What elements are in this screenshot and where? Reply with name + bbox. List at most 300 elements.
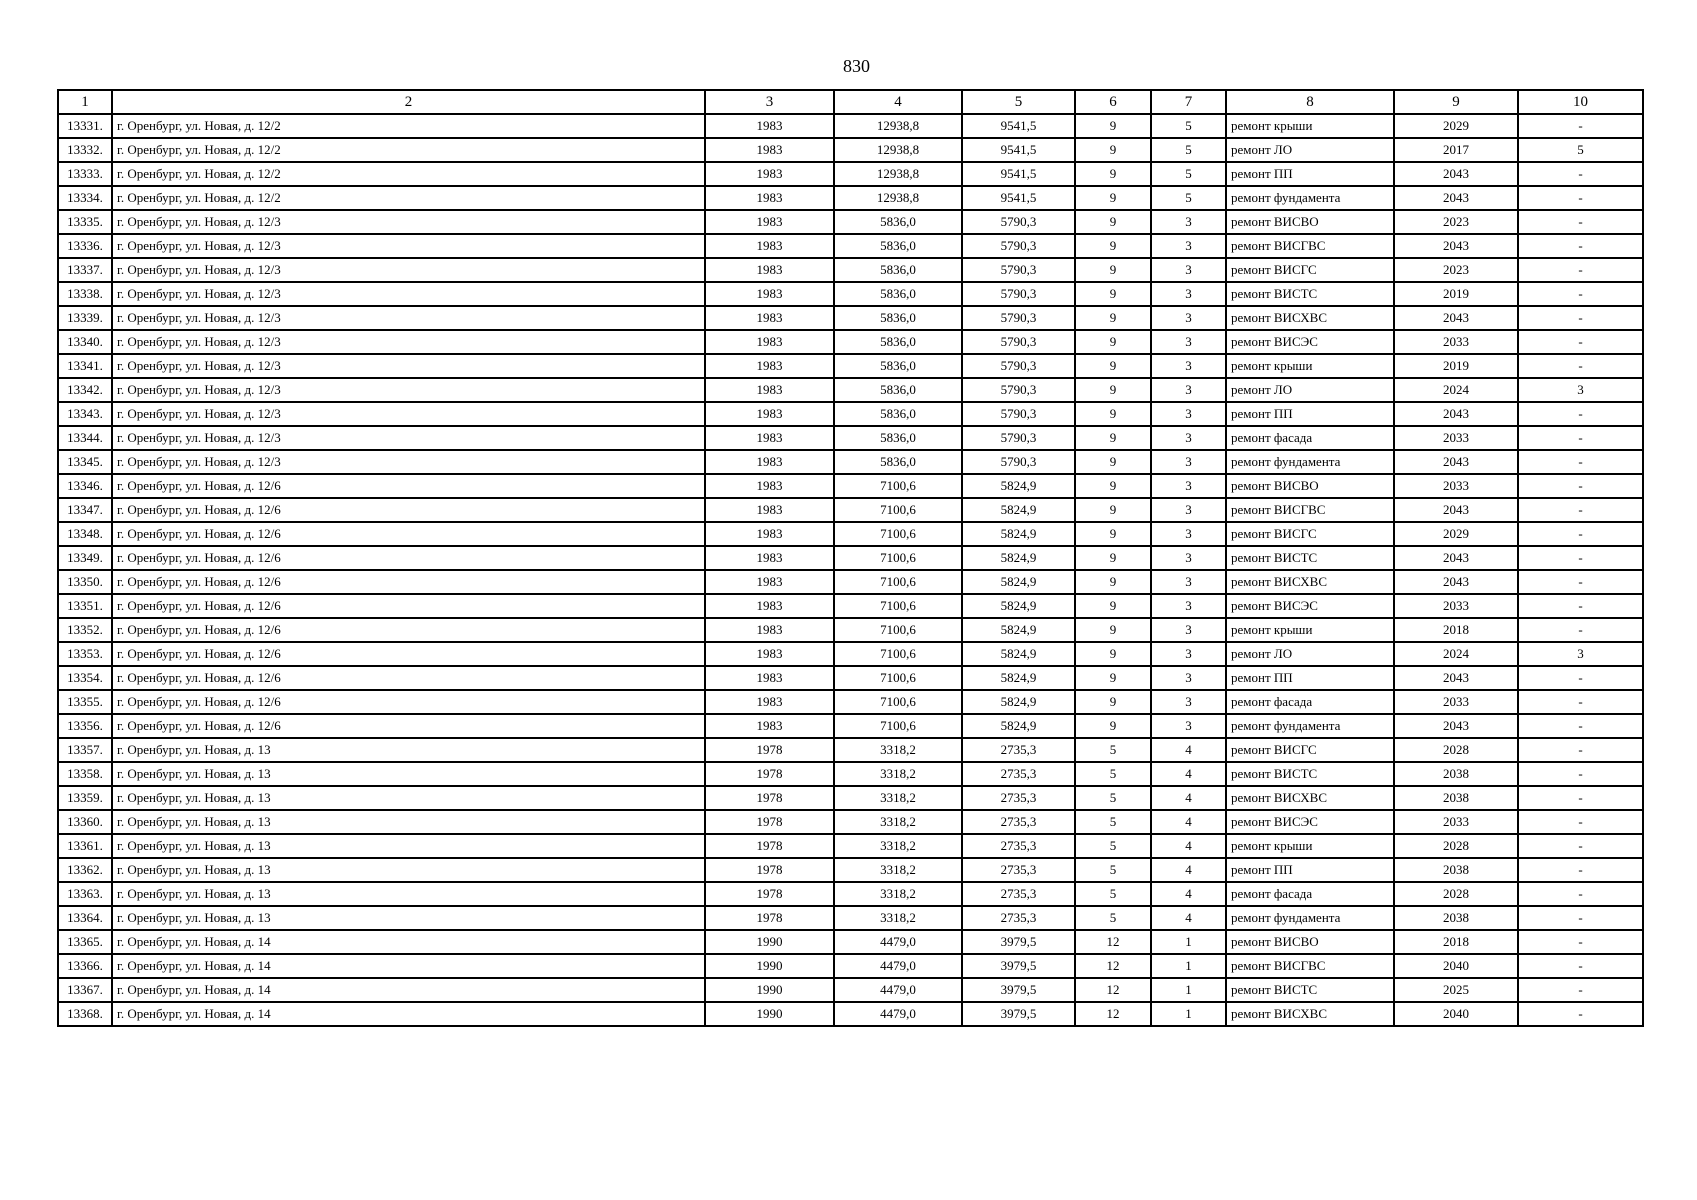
table-row [58, 330, 1643, 354]
total-area: 12938,8 [834, 138, 962, 162]
table-row [58, 762, 1643, 786]
col-10-value: - [1518, 186, 1643, 210]
living-area: 5790,3 [962, 234, 1075, 258]
total-area: 4479,0 [834, 930, 962, 954]
col-10-value: - [1518, 258, 1643, 282]
entrances: 1 [1151, 954, 1226, 978]
work-type: ремонт крыши [1226, 834, 1394, 858]
floors: 5 [1075, 762, 1151, 786]
floors: 9 [1075, 234, 1151, 258]
row-number: 13348. [58, 522, 112, 546]
table-row [58, 426, 1643, 450]
table-row [58, 810, 1643, 834]
total-area: 3318,2 [834, 786, 962, 810]
year-built: 1990 [705, 930, 834, 954]
planned-year: 2033 [1394, 594, 1518, 618]
address: г. Оренбург, ул. Новая, д. 12/6 [112, 690, 705, 714]
year-built: 1990 [705, 978, 834, 1002]
total-area: 7100,6 [834, 690, 962, 714]
entrances: 3 [1151, 714, 1226, 738]
column-header: 6 [1075, 90, 1151, 114]
entrances: 3 [1151, 210, 1226, 234]
row-number: 13368. [58, 1002, 112, 1026]
living-area: 2735,3 [962, 882, 1075, 906]
row-number: 13357. [58, 738, 112, 762]
row-number: 13356. [58, 714, 112, 738]
address: г. Оренбург, ул. Новая, д. 14 [112, 1002, 705, 1026]
col-10-value: - [1518, 546, 1643, 570]
total-area: 3318,2 [834, 762, 962, 786]
col-10-value: - [1518, 1002, 1643, 1026]
entrances: 3 [1151, 474, 1226, 498]
row-number: 13346. [58, 474, 112, 498]
work-type: ремонт крыши [1226, 618, 1394, 642]
planned-year: 2025 [1394, 978, 1518, 1002]
address: г. Оренбург, ул. Новая, д. 13 [112, 762, 705, 786]
work-type: ремонт фундамента [1226, 906, 1394, 930]
table-row [58, 690, 1643, 714]
entrances: 5 [1151, 138, 1226, 162]
entrances: 4 [1151, 786, 1226, 810]
living-area: 5790,3 [962, 426, 1075, 450]
col-10-value: - [1518, 570, 1643, 594]
row-number: 13344. [58, 426, 112, 450]
address: г. Оренбург, ул. Новая, д. 13 [112, 810, 705, 834]
work-type: ремонт ВИСТС [1226, 282, 1394, 306]
table-row [58, 306, 1643, 330]
address: г. Оренбург, ул. Новая, д. 13 [112, 786, 705, 810]
col-10-value: - [1518, 906, 1643, 930]
row-number: 13340. [58, 330, 112, 354]
address: г. Оренбург, ул. Новая, д. 12/6 [112, 498, 705, 522]
total-area: 5836,0 [834, 354, 962, 378]
table-row [58, 834, 1643, 858]
work-type: ремонт ВИСТС [1226, 762, 1394, 786]
row-number: 13351. [58, 594, 112, 618]
table-row [58, 378, 1643, 402]
floors: 5 [1075, 834, 1151, 858]
planned-year: 2018 [1394, 930, 1518, 954]
total-area: 4479,0 [834, 954, 962, 978]
col-10-value: - [1518, 402, 1643, 426]
work-type: ремонт ЛО [1226, 378, 1394, 402]
living-area: 9541,5 [962, 162, 1075, 186]
living-area: 3979,5 [962, 954, 1075, 978]
total-area: 7100,6 [834, 474, 962, 498]
address: г. Оренбург, ул. Новая, д. 12/6 [112, 642, 705, 666]
floors: 5 [1075, 858, 1151, 882]
total-area: 5836,0 [834, 450, 962, 474]
row-number: 13352. [58, 618, 112, 642]
planned-year: 2017 [1394, 138, 1518, 162]
table-row [58, 114, 1643, 138]
total-area: 7100,6 [834, 522, 962, 546]
year-built: 1983 [705, 210, 834, 234]
planned-year: 2040 [1394, 954, 1518, 978]
work-type: ремонт ВИСГС [1226, 522, 1394, 546]
floors: 9 [1075, 426, 1151, 450]
planned-year: 2019 [1394, 282, 1518, 306]
total-area: 7100,6 [834, 642, 962, 666]
address: г. Оренбург, ул. Новая, д. 14 [112, 978, 705, 1002]
planned-year: 2028 [1394, 738, 1518, 762]
address: г. Оренбург, ул. Новая, д. 12/3 [112, 354, 705, 378]
entrances: 3 [1151, 570, 1226, 594]
floors: 9 [1075, 378, 1151, 402]
floors: 9 [1075, 546, 1151, 570]
floors: 5 [1075, 738, 1151, 762]
planned-year: 2038 [1394, 906, 1518, 930]
row-number: 13354. [58, 666, 112, 690]
address: г. Оренбург, ул. Новая, д. 12/3 [112, 378, 705, 402]
work-type: ремонт ВИСГВС [1226, 498, 1394, 522]
planned-year: 2043 [1394, 306, 1518, 330]
entrances: 3 [1151, 522, 1226, 546]
row-number: 13363. [58, 882, 112, 906]
planned-year: 2038 [1394, 786, 1518, 810]
row-number: 13345. [58, 450, 112, 474]
planned-year: 2018 [1394, 618, 1518, 642]
row-number: 13365. [58, 930, 112, 954]
planned-year: 2043 [1394, 402, 1518, 426]
work-type: ремонт ЛО [1226, 642, 1394, 666]
col-10-value: - [1518, 522, 1643, 546]
row-number: 13349. [58, 546, 112, 570]
floors: 12 [1075, 978, 1151, 1002]
address: г. Оренбург, ул. Новая, д. 12/2 [112, 114, 705, 138]
row-number: 13347. [58, 498, 112, 522]
address: г. Оренбург, ул. Новая, д. 12/3 [112, 258, 705, 282]
total-area: 5836,0 [834, 378, 962, 402]
entrances: 3 [1151, 618, 1226, 642]
col-10-value: - [1518, 426, 1643, 450]
total-area: 7100,6 [834, 546, 962, 570]
living-area: 2735,3 [962, 810, 1075, 834]
entrances: 5 [1151, 114, 1226, 138]
work-type: ремонт ВИСЭС [1226, 330, 1394, 354]
year-built: 1983 [705, 282, 834, 306]
table-row [58, 618, 1643, 642]
table-row [58, 1002, 1643, 1026]
column-header: 4 [834, 90, 962, 114]
entrances: 3 [1151, 426, 1226, 450]
work-type: ремонт ЛО [1226, 138, 1394, 162]
col-10-value: - [1518, 306, 1643, 330]
planned-year: 2033 [1394, 426, 1518, 450]
address: г. Оренбург, ул. Новая, д. 14 [112, 930, 705, 954]
year-built: 1983 [705, 162, 834, 186]
column-header: 7 [1151, 90, 1226, 114]
table-row [58, 354, 1643, 378]
living-area: 9541,5 [962, 186, 1075, 210]
total-area: 12938,8 [834, 114, 962, 138]
floors: 12 [1075, 1002, 1151, 1026]
living-area: 2735,3 [962, 858, 1075, 882]
year-built: 1983 [705, 546, 834, 570]
year-built: 1983 [705, 234, 834, 258]
col-10-value: 5 [1518, 138, 1643, 162]
address: г. Оренбург, ул. Новая, д. 12/2 [112, 186, 705, 210]
column-header: 10 [1518, 90, 1643, 114]
entrances: 3 [1151, 378, 1226, 402]
table-row [58, 666, 1643, 690]
col-10-value: - [1518, 162, 1643, 186]
year-built: 1978 [705, 738, 834, 762]
entrances: 4 [1151, 906, 1226, 930]
year-built: 1983 [705, 618, 834, 642]
planned-year: 2038 [1394, 858, 1518, 882]
address: г. Оренбург, ул. Новая, д. 12/3 [112, 450, 705, 474]
floors: 9 [1075, 210, 1151, 234]
living-area: 3979,5 [962, 930, 1075, 954]
living-area: 5824,9 [962, 498, 1075, 522]
table-body [58, 114, 1643, 1026]
row-number: 13338. [58, 282, 112, 306]
row-number: 13358. [58, 762, 112, 786]
row-number: 13362. [58, 858, 112, 882]
work-type: ремонт ВИСЭС [1226, 810, 1394, 834]
total-area: 12938,8 [834, 162, 962, 186]
address: г. Оренбург, ул. Новая, д. 13 [112, 882, 705, 906]
floors: 9 [1075, 258, 1151, 282]
row-number: 13364. [58, 906, 112, 930]
total-area: 5836,0 [834, 210, 962, 234]
address: г. Оренбург, ул. Новая, д. 13 [112, 834, 705, 858]
work-type: ремонт ВИСХВС [1226, 786, 1394, 810]
table-row [58, 594, 1643, 618]
entrances: 3 [1151, 234, 1226, 258]
table-row [58, 738, 1643, 762]
table-row [58, 258, 1643, 282]
living-area: 9541,5 [962, 114, 1075, 138]
address: г. Оренбург, ул. Новая, д. 12/6 [112, 618, 705, 642]
col-10-value: - [1518, 762, 1643, 786]
col-10-value: - [1518, 690, 1643, 714]
floors: 9 [1075, 714, 1151, 738]
row-number: 13336. [58, 234, 112, 258]
row-number: 13355. [58, 690, 112, 714]
floors: 9 [1075, 186, 1151, 210]
living-area: 5790,3 [962, 258, 1075, 282]
total-area: 5836,0 [834, 330, 962, 354]
year-built: 1983 [705, 306, 834, 330]
row-number: 13342. [58, 378, 112, 402]
header-row [58, 90, 1643, 114]
entrances: 3 [1151, 546, 1226, 570]
planned-year: 2029 [1394, 114, 1518, 138]
floors: 9 [1075, 114, 1151, 138]
entrances: 3 [1151, 498, 1226, 522]
living-area: 5824,9 [962, 522, 1075, 546]
row-number: 13360. [58, 810, 112, 834]
total-area: 7100,6 [834, 594, 962, 618]
entrances: 5 [1151, 186, 1226, 210]
entrances: 4 [1151, 858, 1226, 882]
table-row [58, 546, 1643, 570]
work-type: ремонт ПП [1226, 666, 1394, 690]
column-header: 3 [705, 90, 834, 114]
planned-year: 2028 [1394, 882, 1518, 906]
floors: 9 [1075, 354, 1151, 378]
entrances: 3 [1151, 450, 1226, 474]
column-header: 8 [1226, 90, 1394, 114]
col-10-value: - [1518, 474, 1643, 498]
col-10-value: - [1518, 786, 1643, 810]
entrances: 5 [1151, 162, 1226, 186]
planned-year: 2033 [1394, 810, 1518, 834]
row-number: 13337. [58, 258, 112, 282]
col-10-value: - [1518, 354, 1643, 378]
work-type: ремонт ВИСЭС [1226, 594, 1394, 618]
work-type: ремонт ВИСВО [1226, 930, 1394, 954]
row-number: 13343. [58, 402, 112, 426]
table-row [58, 906, 1643, 930]
total-area: 5836,0 [834, 282, 962, 306]
living-area: 2735,3 [962, 786, 1075, 810]
floors: 9 [1075, 474, 1151, 498]
table-row [58, 282, 1643, 306]
floors: 9 [1075, 666, 1151, 690]
entrances: 3 [1151, 666, 1226, 690]
address: г. Оренбург, ул. Новая, д. 12/3 [112, 330, 705, 354]
planned-year: 2029 [1394, 522, 1518, 546]
living-area: 5824,9 [962, 474, 1075, 498]
entrances: 4 [1151, 738, 1226, 762]
living-area: 2735,3 [962, 738, 1075, 762]
entrances: 1 [1151, 978, 1226, 1002]
floors: 9 [1075, 450, 1151, 474]
planned-year: 2023 [1394, 258, 1518, 282]
address: г. Оренбург, ул. Новая, д. 12/6 [112, 522, 705, 546]
entrances: 1 [1151, 930, 1226, 954]
total-area: 5836,0 [834, 426, 962, 450]
living-area: 5790,3 [962, 282, 1075, 306]
planned-year: 2033 [1394, 474, 1518, 498]
work-type: ремонт ВИСТС [1226, 978, 1394, 1002]
col-10-value: - [1518, 618, 1643, 642]
year-built: 1983 [705, 138, 834, 162]
address: г. Оренбург, ул. Новая, д. 12/6 [112, 666, 705, 690]
total-area: 5836,0 [834, 306, 962, 330]
floors: 9 [1075, 570, 1151, 594]
table-row [58, 522, 1643, 546]
floors: 5 [1075, 882, 1151, 906]
floors: 9 [1075, 306, 1151, 330]
work-type: ремонт фасада [1226, 882, 1394, 906]
year-built: 1983 [705, 690, 834, 714]
total-area: 7100,6 [834, 666, 962, 690]
col-10-value: - [1518, 210, 1643, 234]
planned-year: 2043 [1394, 234, 1518, 258]
entrances: 3 [1151, 330, 1226, 354]
address: г. Оренбург, ул. Новая, д. 14 [112, 954, 705, 978]
total-area: 7100,6 [834, 570, 962, 594]
year-built: 1978 [705, 858, 834, 882]
col-10-value: - [1518, 330, 1643, 354]
living-area: 5824,9 [962, 594, 1075, 618]
total-area: 3318,2 [834, 858, 962, 882]
address: г. Оренбург, ул. Новая, д. 12/6 [112, 546, 705, 570]
year-built: 1983 [705, 330, 834, 354]
col-10-value: - [1518, 714, 1643, 738]
year-built: 1983 [705, 666, 834, 690]
work-type: ремонт фасада [1226, 426, 1394, 450]
col-10-value: 3 [1518, 378, 1643, 402]
year-built: 1983 [705, 258, 834, 282]
floors: 9 [1075, 330, 1151, 354]
table-row [58, 186, 1643, 210]
planned-year: 2024 [1394, 642, 1518, 666]
entrances: 3 [1151, 594, 1226, 618]
planned-year: 2043 [1394, 498, 1518, 522]
total-area: 7100,6 [834, 714, 962, 738]
year-built: 1978 [705, 834, 834, 858]
floors: 9 [1075, 138, 1151, 162]
column-header: 1 [58, 90, 112, 114]
address: г. Оренбург, ул. Новая, д. 12/6 [112, 474, 705, 498]
floors: 9 [1075, 162, 1151, 186]
work-type: ремонт ВИСГС [1226, 738, 1394, 762]
table-row [58, 714, 1643, 738]
address: г. Оренбург, ул. Новая, д. 13 [112, 858, 705, 882]
address: г. Оренбург, ул. Новая, д. 13 [112, 906, 705, 930]
floors: 9 [1075, 282, 1151, 306]
table-row [58, 954, 1643, 978]
floors: 12 [1075, 930, 1151, 954]
row-number: 13332. [58, 138, 112, 162]
total-area: 3318,2 [834, 810, 962, 834]
row-number: 13366. [58, 954, 112, 978]
page-number: 830 [843, 56, 870, 76]
total-area: 5836,0 [834, 258, 962, 282]
row-number: 13333. [58, 162, 112, 186]
floors: 12 [1075, 954, 1151, 978]
table-row [58, 786, 1643, 810]
work-type: ремонт фундамента [1226, 450, 1394, 474]
year-built: 1983 [705, 714, 834, 738]
work-type: ремонт фундамента [1226, 714, 1394, 738]
planned-year: 2028 [1394, 834, 1518, 858]
work-type: ремонт ПП [1226, 858, 1394, 882]
floors: 9 [1075, 402, 1151, 426]
table-row [58, 474, 1643, 498]
year-built: 1983 [705, 426, 834, 450]
address: г. Оренбург, ул. Новая, д. 12/3 [112, 210, 705, 234]
col-10-value: - [1518, 834, 1643, 858]
floors: 5 [1075, 906, 1151, 930]
row-number: 13367. [58, 978, 112, 1002]
table-row [58, 450, 1643, 474]
table-row [58, 402, 1643, 426]
col-10-value: - [1518, 114, 1643, 138]
floors: 5 [1075, 786, 1151, 810]
planned-year: 2033 [1394, 690, 1518, 714]
col-10-value: - [1518, 930, 1643, 954]
work-type: ремонт ВИСВО [1226, 210, 1394, 234]
table-row [58, 858, 1643, 882]
work-type: ремонт ПП [1226, 402, 1394, 426]
floors: 9 [1075, 498, 1151, 522]
row-number: 13335. [58, 210, 112, 234]
year-built: 1978 [705, 882, 834, 906]
work-type: ремонт фундамента [1226, 186, 1394, 210]
living-area: 5824,9 [962, 690, 1075, 714]
planned-year: 2038 [1394, 762, 1518, 786]
entrances: 3 [1151, 354, 1226, 378]
row-number: 13361. [58, 834, 112, 858]
col-10-value: 3 [1518, 642, 1643, 666]
living-area: 5824,9 [962, 666, 1075, 690]
